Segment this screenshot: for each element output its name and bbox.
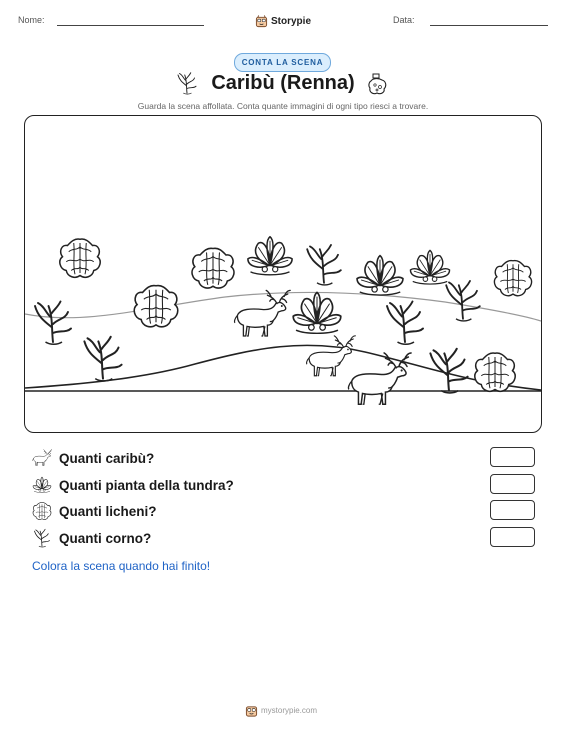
scene-lichen xyxy=(475,353,515,391)
scene-lichen xyxy=(192,248,234,288)
footer-url: mystorypie.com xyxy=(261,706,318,715)
counting-scene[interactable] xyxy=(24,115,542,433)
scene-antler xyxy=(307,245,341,285)
instructions: Guarda la scena affollata. Conta quante immagini di ogni tipo riesci a trovare. xyxy=(137,101,429,111)
scene-lichen xyxy=(134,286,178,327)
question-text: Quanti pianta della tundra? xyxy=(59,477,234,493)
scene-caribou xyxy=(348,353,411,404)
scene-antler xyxy=(387,302,423,345)
scene-plant xyxy=(357,256,403,295)
scene-antler xyxy=(35,302,71,345)
scene-antler xyxy=(84,337,121,381)
page-title: Caribù (Renna) xyxy=(211,72,355,94)
question-lichen xyxy=(32,500,157,522)
answer-box-caribou[interactable] xyxy=(490,447,535,467)
footer xyxy=(0,704,566,720)
tundra-plant-icon xyxy=(32,475,52,495)
answer-box-tundra-plant[interactable] xyxy=(490,474,535,494)
brand-name: Storypie xyxy=(271,15,312,27)
question-text: Quanti corno? xyxy=(59,530,152,546)
scene-plant xyxy=(248,237,292,275)
lichen-rock-icon xyxy=(367,72,389,96)
brand xyxy=(255,12,311,30)
scene-plant xyxy=(293,292,341,333)
date-label: Data: xyxy=(393,15,415,25)
question-text: Quanti licheni? xyxy=(59,503,157,519)
lichen-icon xyxy=(32,501,52,521)
scene-caribou xyxy=(307,336,356,376)
caribou-icon xyxy=(32,448,52,468)
name-label: Nome: xyxy=(18,15,45,25)
date-field[interactable] xyxy=(430,25,548,26)
scene-plant xyxy=(410,250,449,284)
scene-caribou xyxy=(235,290,291,336)
scene-lichen xyxy=(494,261,531,296)
question-tundra-plant xyxy=(32,474,234,496)
scene-illustration xyxy=(25,116,541,432)
name-field[interactable] xyxy=(57,25,204,26)
antler-icon xyxy=(32,528,52,548)
storypie-logo-icon xyxy=(255,15,268,28)
question-text: Quanti caribù? xyxy=(59,450,155,466)
scene-antler xyxy=(446,281,480,321)
question-antler xyxy=(32,527,151,549)
storypie-logo-icon xyxy=(245,704,258,718)
worksheet-header xyxy=(0,12,566,32)
question-caribou xyxy=(32,447,154,469)
answer-box-antler[interactable] xyxy=(490,527,535,547)
color-instruction: Colora la scena quando hai finito! xyxy=(32,559,211,573)
activity-badge: CONTA LA SCENA xyxy=(234,53,331,72)
answer-box-lichen[interactable] xyxy=(490,500,535,520)
scene-lichen xyxy=(60,239,100,277)
